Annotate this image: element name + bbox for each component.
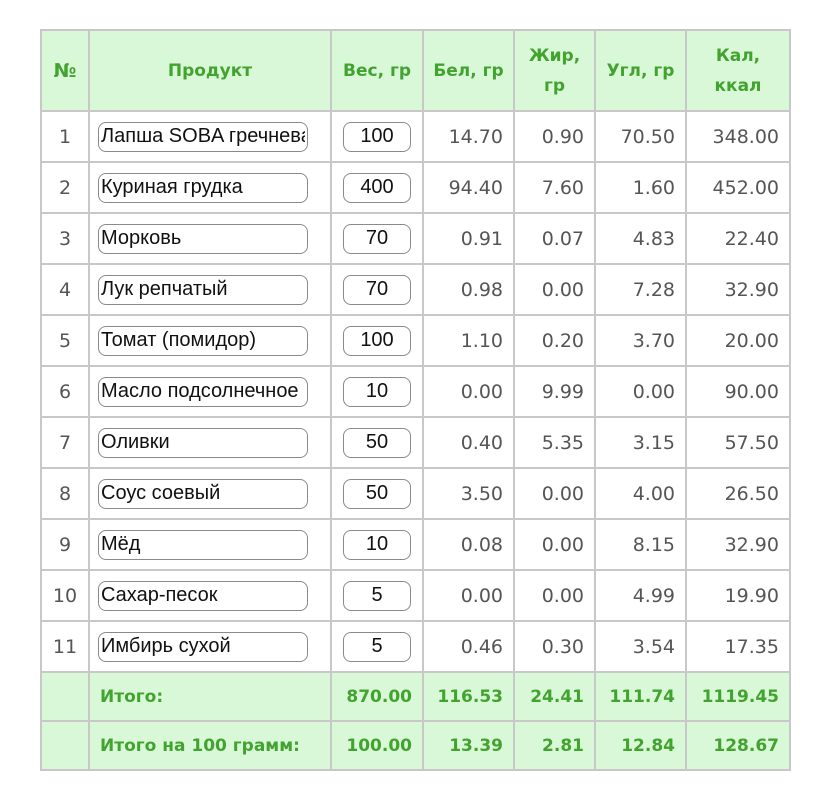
product-input[interactable] [98,632,308,662]
product-cell [89,366,331,417]
calories-value: 19.90 [686,570,790,621]
carbs-value: 4.99 [595,570,686,621]
fat-value: 0.90 [514,111,595,162]
protein-value: 0.91 [423,213,514,264]
product-cell [89,570,331,621]
protein-value: 14.70 [423,111,514,162]
fat-value: 0.00 [514,519,595,570]
row-number: 1 [41,111,89,162]
per100-weight: 100.00 [331,721,423,770]
carbs-value: 3.70 [595,315,686,366]
table-row [41,111,790,162]
weight-cell [331,315,423,366]
row-number: 4 [41,264,89,315]
product-cell [89,162,331,213]
row-number: 9 [41,519,89,570]
weight-input[interactable] [343,224,411,254]
calories-value: 17.35 [686,621,790,672]
header-protein: Бел, гр [423,30,514,111]
calories-value: 20.00 [686,315,790,366]
carbs-value: 7.28 [595,264,686,315]
weight-input[interactable] [343,530,411,560]
protein-value: 1.10 [423,315,514,366]
weight-input[interactable] [343,173,411,203]
product-cell [89,213,331,264]
total-num-cell [41,672,89,721]
calories-value: 26.50 [686,468,790,519]
per100-num-cell [41,721,89,770]
product-input[interactable] [98,428,308,458]
row-number: 11 [41,621,89,672]
weight-cell [331,111,423,162]
fat-value: 0.00 [514,570,595,621]
protein-value: 0.08 [423,519,514,570]
protein-value: 0.46 [423,621,514,672]
calories-value: 57.50 [686,417,790,468]
row-number: 3 [41,213,89,264]
fat-value: 9.99 [514,366,595,417]
table-row [41,519,790,570]
protein-value: 0.40 [423,417,514,468]
row-number: 5 [41,315,89,366]
total-row [41,672,790,721]
per100-calories: 128.67 [686,721,790,770]
header-weight: Вес, гр [331,30,423,111]
weight-input[interactable] [343,428,411,458]
product-input[interactable] [98,581,308,611]
row-number: 7 [41,417,89,468]
carbs-value: 3.15 [595,417,686,468]
header-num: № [41,30,89,111]
product-input[interactable] [98,224,308,254]
fat-value: 0.07 [514,213,595,264]
weight-input[interactable] [343,479,411,509]
table-row [41,468,790,519]
total-label: Итого: [89,672,331,721]
fat-value: 0.00 [514,468,595,519]
fat-value: 0.00 [514,264,595,315]
product-input[interactable] [98,479,308,509]
calories-value: 348.00 [686,111,790,162]
total-protein: 116.53 [423,672,514,721]
table-row [41,417,790,468]
calories-value: 32.90 [686,519,790,570]
per100-row [41,721,790,770]
carbs-value: 0.00 [595,366,686,417]
calories-value: 90.00 [686,366,790,417]
weight-input[interactable] [343,275,411,305]
product-cell [89,468,331,519]
weight-input[interactable] [343,581,411,611]
protein-value: 94.40 [423,162,514,213]
total-fat: 24.41 [514,672,595,721]
header-fat-line1: Жир, [528,45,581,66]
header-fat-line2: гр [543,75,566,96]
carbs-value: 8.15 [595,519,686,570]
header-calories [686,30,790,111]
carbs-value: 1.60 [595,162,686,213]
product-input[interactable] [98,275,308,305]
table-row [41,570,790,621]
product-cell [89,519,331,570]
row-number: 8 [41,468,89,519]
product-cell [89,315,331,366]
table-row [41,162,790,213]
weight-cell [331,213,423,264]
header-cal-line2: ккал [714,75,762,96]
total-weight: 870.00 [331,672,423,721]
calories-value: 32.90 [686,264,790,315]
product-input[interactable] [98,122,308,152]
total-carbs: 111.74 [595,672,686,721]
carbs-value: 4.83 [595,213,686,264]
table-row [41,621,790,672]
weight-cell [331,519,423,570]
row-number: 6 [41,366,89,417]
product-input[interactable] [98,173,308,203]
product-cell [89,417,331,468]
nutrition-table [40,29,791,771]
product-input[interactable] [98,377,308,407]
header-cal-line1: Кал, [715,45,761,66]
product-cell [89,621,331,672]
product-input[interactable] [98,530,308,560]
weight-cell [331,366,423,417]
row-number: 2 [41,162,89,213]
calories-value: 452.00 [686,162,790,213]
protein-value: 3.50 [423,468,514,519]
weight-cell [331,621,423,672]
per100-fat: 2.81 [514,721,595,770]
fat-value: 5.35 [514,417,595,468]
table-row [41,264,790,315]
table-row [41,366,790,417]
fat-value: 0.20 [514,315,595,366]
product-cell [89,264,331,315]
carbs-value: 70.50 [595,111,686,162]
per100-label: Итого на 100 грамм: [89,721,331,770]
table-row [41,213,790,264]
weight-cell [331,264,423,315]
product-input[interactable] [98,326,308,356]
per100-protein: 13.39 [423,721,514,770]
header-row [41,30,790,111]
protein-value: 0.00 [423,366,514,417]
weight-input[interactable] [343,377,411,407]
carbs-value: 4.00 [595,468,686,519]
weight-cell [331,468,423,519]
header-carbs: Угл, гр [595,30,686,111]
total-calories: 1119.45 [686,672,790,721]
per100-carbs: 12.84 [595,721,686,770]
calories-value: 22.40 [686,213,790,264]
product-cell [89,111,331,162]
fat-value: 7.60 [514,162,595,213]
fat-value: 0.30 [514,621,595,672]
row-number: 10 [41,570,89,621]
header-product: Продукт [89,30,331,111]
protein-value: 0.98 [423,264,514,315]
weight-input[interactable] [343,326,411,356]
carbs-value: 3.54 [595,621,686,672]
weight-cell [331,417,423,468]
weight-input[interactable] [343,122,411,152]
header-fat [514,30,595,111]
weight-cell [331,162,423,213]
weight-cell [331,570,423,621]
table-row [41,315,790,366]
protein-value: 0.00 [423,570,514,621]
weight-input[interactable] [343,632,411,662]
